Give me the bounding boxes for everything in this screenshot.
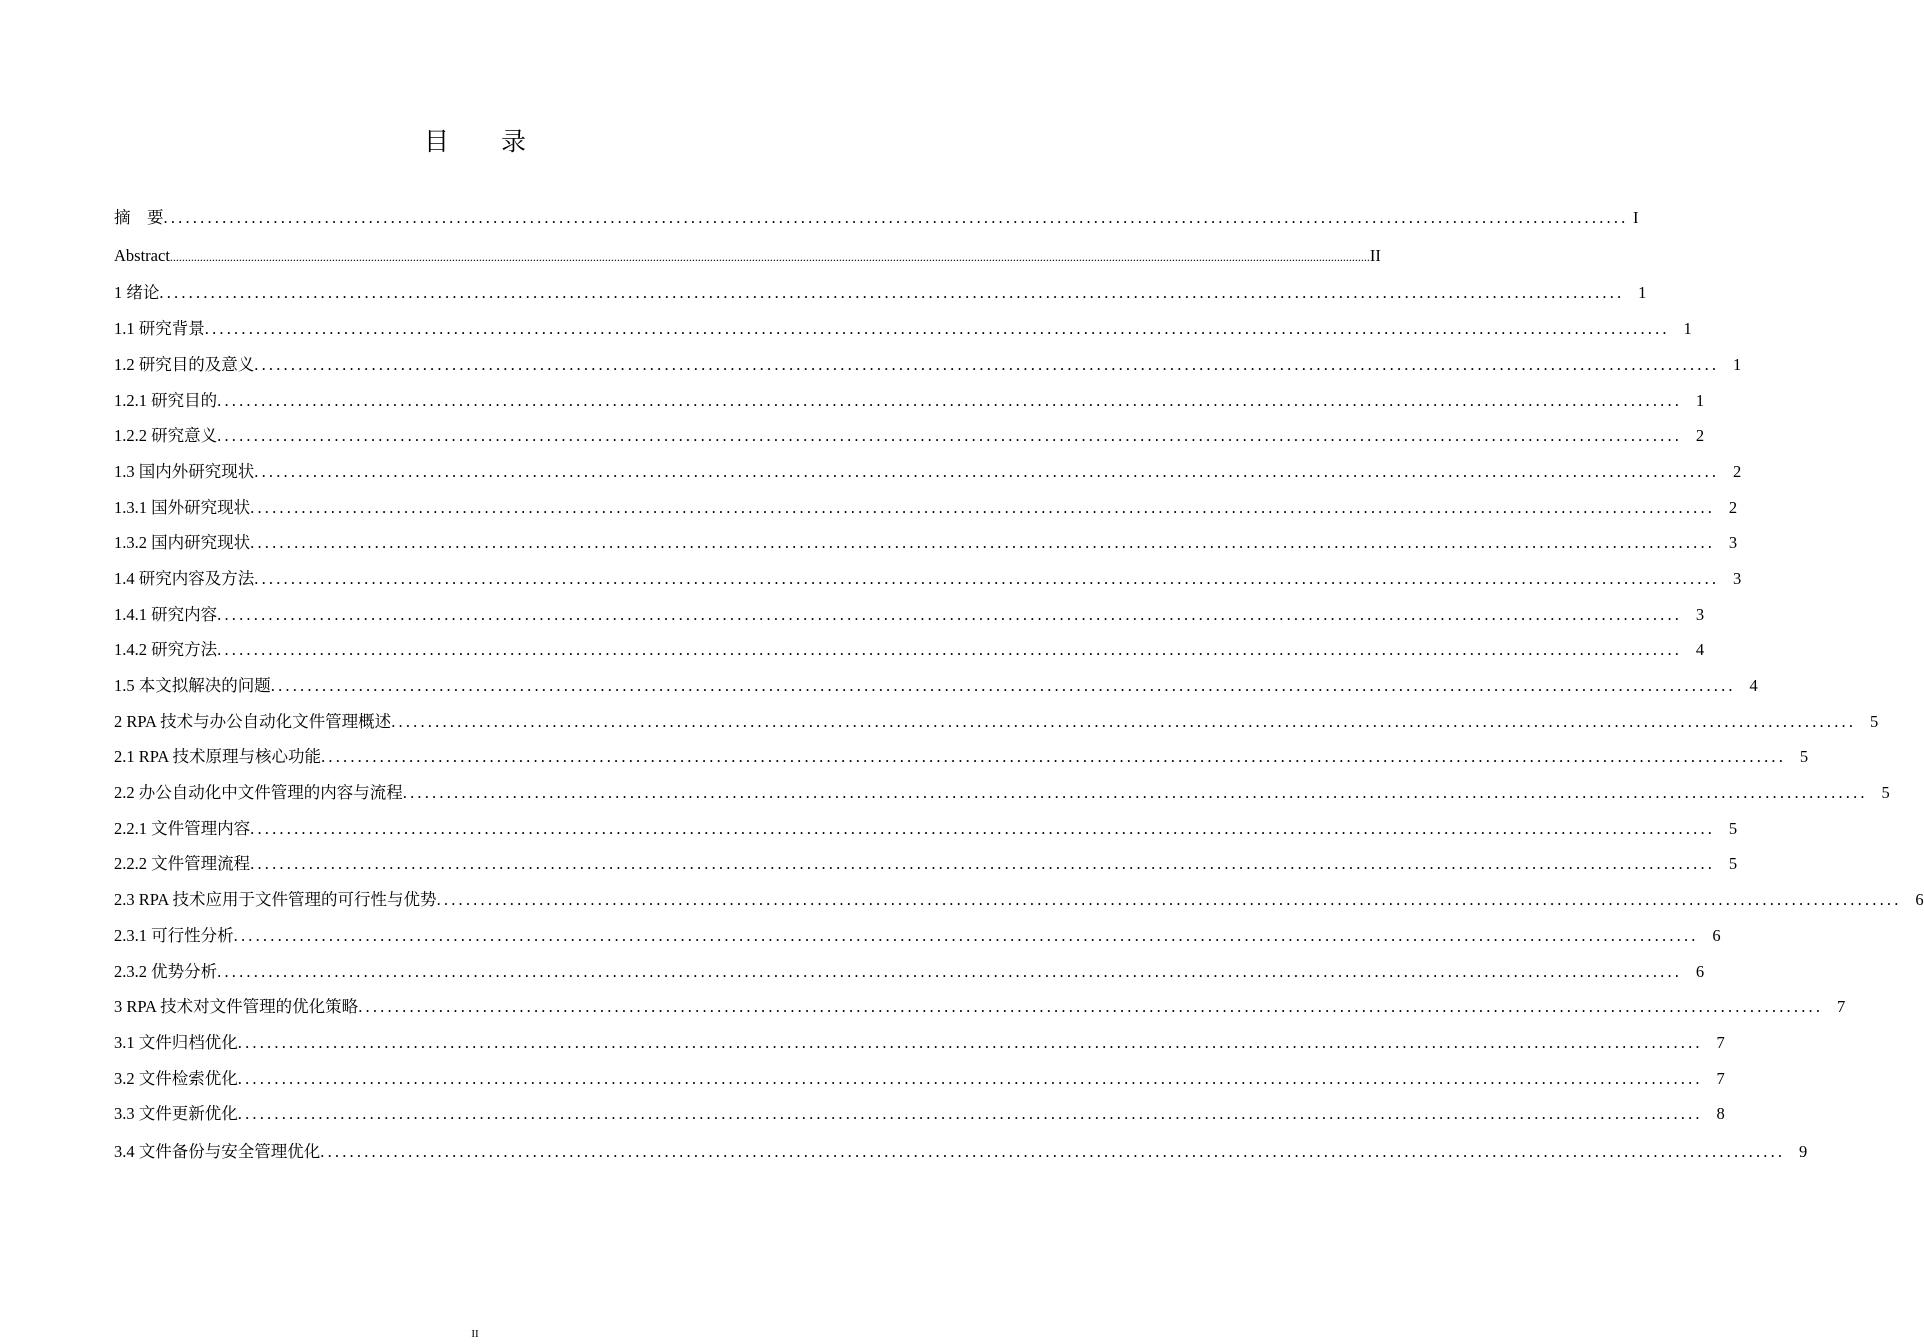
toc-entry-page-number: 3 (1728, 533, 1738, 552)
toc-dot-leader: ........................................................................................................................................................................................................ (237, 1069, 1703, 1088)
toc-dot-leader: ........................................................................................................................................................................................................ (250, 498, 1716, 517)
toc-entry[interactable] (114, 712, 1879, 732)
toc-dot-leader: ........................................................................................................................................................................................................ (270, 676, 1736, 695)
toc-entry-page-number: 5 (1881, 783, 1890, 802)
toc-entry[interactable] (114, 569, 1742, 589)
toc-dot-leader: ........................................................................................................................................................................................................ (402, 783, 1868, 802)
toc-dot-leader: ........................................................................................................................................................................................................ (217, 391, 1683, 410)
toc-entry-page-number: 5 (1799, 747, 1809, 766)
toc-entry[interactable] (114, 462, 1742, 482)
toc-dot-leader: ........................................................................................................................................................................................................ (233, 926, 1699, 945)
toc-entry-page-number: 3 (1733, 569, 1742, 588)
toc-entry-title: 3.2 文件检索优化 (114, 1069, 238, 1088)
toc-entry-page-number: 7 (1716, 1033, 1725, 1052)
toc-entry-title: 1.2 研究目的及意义 (114, 355, 255, 374)
toc-entry[interactable] (114, 962, 1705, 982)
toc-dot-leader: ........................................................................................................................................................................................................ (204, 319, 1670, 338)
toc-entry-title: 1.3 国内外研究现状 (114, 462, 255, 481)
toc-entry-page-number: I (1633, 208, 1639, 227)
toc-entry[interactable] (114, 783, 1890, 803)
toc-entry[interactable] (114, 890, 1924, 910)
toc-entry[interactable] (114, 676, 1758, 696)
toc-entry-page-number: 7 (1836, 997, 1846, 1016)
toc-entry-page-number: 6 (1695, 962, 1705, 981)
toc-entry-page-number: 1 (1695, 391, 1705, 410)
toc-entry-page-number: 1 (1683, 319, 1692, 338)
toc-dot-leader: ........................................................................................................................................................................................................ (391, 712, 1857, 731)
toc-entry-page-number: 4 (1695, 640, 1705, 659)
toc-entry-page-number: 5 (1728, 854, 1738, 873)
toc-dot-leader: ........................................................................................................................................................................................................ (217, 426, 1683, 445)
toc-entry-page-number: 2 (1728, 498, 1738, 517)
toc-entry-title: 1.1 研究背景 (114, 319, 205, 338)
toc-entry[interactable] (114, 246, 1381, 267)
toc-entry-title: 1 绪论 (114, 283, 160, 302)
toc-entry[interactable] (114, 355, 1742, 375)
toc-entry[interactable] (114, 391, 1705, 411)
toc-entry-title: 3 RPA 技术对文件管理的优化策略 (114, 997, 359, 1016)
toc-entry-page-number: 2 (1695, 426, 1705, 445)
toc-dot-leader: ........................................................................................................................................................................................................ (254, 462, 1720, 481)
page-number: II (471, 1328, 479, 1340)
toc-entry[interactable] (114, 1033, 1725, 1053)
toc-entry-title: 摘 要 (114, 208, 164, 227)
toc-dot-leader: ........................................................................................................................................................................................................ (217, 962, 1683, 981)
toc-entry-page-number: 6 (1712, 926, 1721, 945)
toc-dot-leader: ........................................................................................................................................................................................................ (320, 1142, 1786, 1161)
toc-dot-leader: ........................................................................................................................................................................................................ (250, 533, 1716, 552)
toc-dot-leader: ................................................................................................................................................................................................................................................................................................................................................................................................................ (169, 250, 1370, 264)
toc-entry-title: 3.1 文件归档优化 (114, 1033, 238, 1052)
toc-entry-title: 1.4.1 研究内容 (114, 605, 218, 624)
toc-entry[interactable] (114, 1142, 1808, 1162)
toc-entry[interactable] (114, 533, 1738, 553)
toc-dot-leader: ........................................................................................................................................................................................................ (237, 1104, 1703, 1123)
toc-entry-title: 2 RPA 技术与办公自动化文件管理概述 (114, 712, 392, 731)
toc-entry-title: 1.3.1 国外研究现状 (114, 498, 251, 517)
toc-dot-leader: ........................................................................................................................................................................................................ (217, 640, 1683, 659)
toc-entry[interactable] (114, 1104, 1725, 1124)
toc-entry[interactable] (114, 605, 1705, 625)
toc-dot-leader: ........................................................................................................................................................................................................ (436, 890, 1902, 909)
toc-entry-title: 2.2.1 文件管理内容 (114, 819, 251, 838)
toc-dot-leader: ........................................................................................................................................................................................................ (163, 208, 1629, 227)
toc-dot-leader: ........................................................................................................................................................................................................ (254, 355, 1720, 374)
toc-entry[interactable] (114, 747, 1809, 767)
toc-entry[interactable] (114, 426, 1705, 446)
toc-dot-leader: ........................................................................................................................................................................................................ (254, 569, 1720, 588)
toc-entry-page-number: 1 (1638, 283, 1647, 302)
toc-entry[interactable] (114, 283, 1647, 303)
toc-dot-leader: ........................................................................................................................................................................................................ (250, 854, 1716, 873)
toc-entry-title: 1.5 本文拟解决的问题 (114, 676, 271, 695)
toc-entry-page-number: 1 (1733, 355, 1742, 374)
toc-entry-title: Abstract (114, 246, 170, 265)
toc-dot-leader: ........................................................................................................................................................................................................ (237, 1033, 1703, 1052)
toc-entry[interactable] (114, 997, 1846, 1017)
toc-entry[interactable] (114, 819, 1738, 839)
toc-dot-leader: ........................................................................................................................................................................................................ (159, 283, 1625, 302)
toc-entry-page-number: 3 (1695, 605, 1705, 624)
toc-dot-leader: ........................................................................................................................................................................................................ (250, 819, 1716, 838)
toc-entry-title: 1.4 研究内容及方法 (114, 569, 255, 588)
toc-entry[interactable] (114, 640, 1705, 660)
toc-entry-page-number: II (1369, 246, 1381, 265)
toc-entry-title: 2.3.1 可行性分析 (114, 926, 234, 945)
toc-entry-title: 2.2 办公自动化中文件管理的内容与流程 (114, 783, 403, 802)
toc-entry[interactable] (114, 208, 1639, 228)
toc-dot-leader: ........................................................................................................................................................................................................ (358, 997, 1824, 1016)
toc-entry[interactable] (114, 926, 1721, 946)
toc-entry-title: 3.4 文件备份与安全管理优化 (114, 1142, 321, 1161)
toc-entry-title: 1.3.2 国内研究现状 (114, 533, 251, 552)
toc-entry[interactable] (114, 498, 1738, 518)
toc-entry-page-number: 4 (1749, 676, 1758, 695)
toc-entry-page-number: 6 (1915, 890, 1924, 909)
toc-entry-title: 1.2.1 研究目的 (114, 391, 218, 410)
toc-entry-title: 2.3 RPA 技术应用于文件管理的可行性与优势 (114, 890, 437, 909)
toc-entry[interactable] (114, 854, 1738, 874)
toc-entry-title: 2.2.2 文件管理流程 (114, 854, 251, 873)
toc-entry-title: 1.2.2 研究意义 (114, 426, 218, 445)
toc-entry[interactable] (114, 319, 1692, 339)
toc-entry-title: 1.4.2 研究方法 (114, 640, 218, 659)
toc-entry-title: 2.3.2 优势分析 (114, 962, 218, 981)
page-title: 目 录 (424, 127, 548, 156)
toc-entry-page-number: 5 (1728, 819, 1738, 838)
toc-entry[interactable] (114, 1069, 1725, 1089)
toc-entry-page-number: 2 (1733, 462, 1742, 481)
toc-entry-page-number: 9 (1799, 1142, 1808, 1161)
toc-dot-leader: ........................................................................................................................................................................................................ (217, 605, 1683, 624)
toc-entry-title: 3.3 文件更新优化 (114, 1104, 238, 1123)
toc-entry-page-number: 5 (1869, 712, 1879, 731)
toc-entry-page-number: 8 (1716, 1104, 1725, 1123)
toc-entry-page-number: 7 (1716, 1069, 1725, 1088)
toc-entry-title: 2.1 RPA 技术原理与核心功能 (114, 747, 322, 766)
toc-dot-leader: ........................................................................................................................................................................................................ (321, 747, 1787, 766)
